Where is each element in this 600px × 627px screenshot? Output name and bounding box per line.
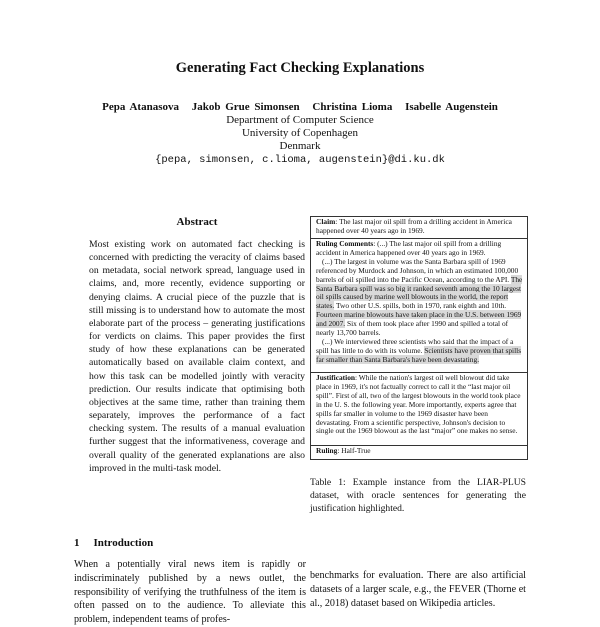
country: Denmark	[279, 140, 321, 152]
author: Jakob Grue Simonsen	[191, 101, 300, 113]
plain-sentence: (...) The largest in volume was the Santa Barbara spill of 1969 referenced by Murdock and Johnson, in which an estimated 100,000 barrels of oil spilled into the Pacific Ocean, according to the API.	[316, 256, 519, 284]
paper-title: Generating Fact Checking Explanations	[175, 60, 425, 76]
ruling-label: Ruling	[316, 446, 338, 455]
highlighted-sentence: The Santa Barbara spill was so big it ranked seventh among the 10 largest oil spills caused by marine well blowouts in the world, the report states.	[316, 274, 523, 311]
example-table	[310, 216, 528, 460]
university: University of Copenhagen	[241, 127, 359, 139]
highlighted-sentence: Scientists have proven that spills far smaller than Santa Barbara's have been devastating.	[316, 345, 522, 364]
ruling-comments-p3	[316, 338, 524, 365]
ruling-comments-p1	[316, 240, 524, 258]
table-caption: Table 1: Example instance from the LIAR-PLUS dataset, with oracle sentences for generating the justification highlighted.	[310, 477, 526, 515]
ruling-row	[311, 446, 527, 459]
ruling-comments-row	[311, 239, 527, 373]
author-emails: {pepa, simonsen, c.lioma, augenstein}@di.ku.dk	[155, 154, 445, 166]
ruling-comments-p2	[316, 258, 524, 338]
section-number: 1	[74, 537, 80, 549]
department: Department of Computer Science	[226, 114, 374, 126]
plain-sentence: (...) We interviewed three scientists who said that the impact of a spill has little to do with its volume.	[316, 336, 514, 355]
highlighted-sentence: Fourteen marine blowouts have taken place in the U.S. between 1969 and 2007.	[316, 310, 522, 329]
justification-text: : While the nation's largest oil well blowout did take place in 1969, it's not factually correct to call it the “last major oil spill”. First of all, two of the largest blowouts in the world took place in the U. S. the following year. More importantly, experts agree that spills far smaller in volume to the 1969 disaster have been devastating. From a scientific perspective, Johnson's decision to single out the 1969 blowout as the last “major” one makes no sense.	[316, 373, 521, 436]
justification-row	[311, 373, 527, 446]
abstract-text: Most existing work on automated fact checking is concerned with predicting the veracity of claims based on metadata, social network spread, language used in claims, and, more recently, evidence supporting or denying claims. A crucial piece of the puzzle that is still missing is to understand how to automate the most elaborate part of the process – generating justifications for verdicts on claims. This paper provides the first study of how these explanations can be generated automatically based on available claim context, and how this task can be modelled jointly with veracity prediction. Our results indicate that optimising both objectives at the same time, rather than training them separately, improves the performance of a fact checking system. The results of a manual evaluation further suggest that the informativeness, coverage and overall quality of the generated explanations are also improved in the multi-task model.	[89, 239, 305, 474]
author: Isabelle Augenstein	[405, 101, 498, 113]
claim-label: Claim	[316, 217, 336, 226]
author: Pepa Atanasova	[102, 101, 179, 113]
author: Christina Lioma	[312, 101, 393, 113]
section-title: Introduction	[93, 537, 154, 549]
author-list	[0, 101, 600, 113]
plain-sentence: Six of them took place after 1990 and spilled a total of nearly 13,700 barrels.	[316, 319, 509, 338]
body-text-right: benchmarks for evaluation. There are also artificial datasets of a larger scale, e.g., the FEVER (Thorne et al., 2018) dataset based on Wikipedia articles.	[310, 570, 526, 609]
ruling-value: : Half-True	[337, 446, 371, 455]
justification-label: Justification	[316, 373, 356, 382]
abstract-heading: Abstract	[176, 216, 218, 228]
section-heading	[74, 537, 153, 549]
claim-text: : The last major oil spill from a drilling accident in America happened over 40 years ago in 1969.	[316, 217, 512, 235]
ruling-comments-label: Ruling Comments	[316, 239, 374, 248]
introduction-text: When a potentially viral news item is rapidly or indiscriminately published by a news outlet, the responsibility of verifying the truthfulness of the item is often passed on to the audience. To alleviate this problem, independent teams of profes-	[74, 559, 306, 626]
plain-sentence: Two other U.S. spills, both in 1970, rank eighth and 10th.	[334, 301, 507, 311]
ruling-comments-text: : (...) The last major oil spill from a drilling accident in America happened over 40 years ago in 1969.	[316, 239, 502, 257]
claim-row	[311, 217, 527, 239]
